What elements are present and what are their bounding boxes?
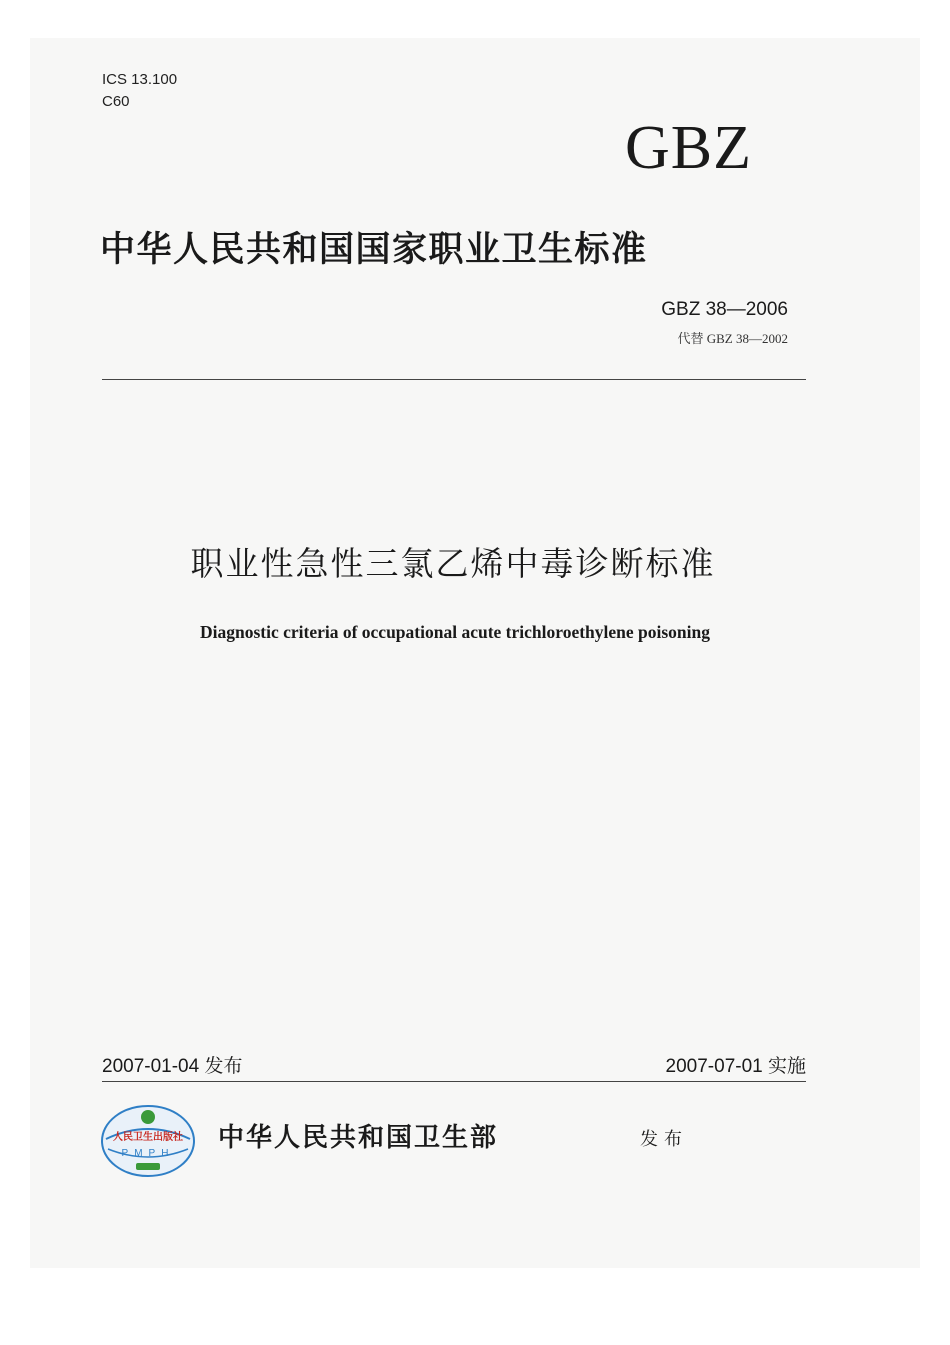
top-divider — [102, 379, 806, 380]
standard-category-title: 中华人民共和国国家职业卫生标准 — [100, 229, 648, 270]
logo-letters: PMPH — [121, 1148, 175, 1159]
standard-mark: GBZ — [625, 114, 752, 182]
classification-code: C60 — [102, 93, 130, 110]
standard-number: GBZ 38—2006 — [661, 299, 788, 320]
issuing-authority: 中华人民共和国卫生部 — [218, 1123, 499, 1153]
logo-text: 人民卫生出版社 — [113, 1132, 183, 1143]
publisher-logo — [100, 1103, 196, 1179]
document-page — [30, 38, 920, 1268]
issue-date: 2007-01-04 发布 — [102, 1056, 243, 1077]
document-title-en: Diagnostic criteria of occupational acute trichloroethylene poisoning — [199, 622, 711, 642]
implementation-date: 2007-07-01 实施 — [665, 1056, 806, 1077]
ics-code: ICS 13.100 — [102, 71, 178, 88]
issue-label: 发布 — [640, 1129, 688, 1150]
bottom-divider — [102, 1081, 806, 1082]
document-title-cn: 职业性急性三氯乙烯中毒诊断标准 — [190, 544, 716, 583]
replaces-note: 代替 GBZ 38—2002 — [677, 331, 788, 346]
